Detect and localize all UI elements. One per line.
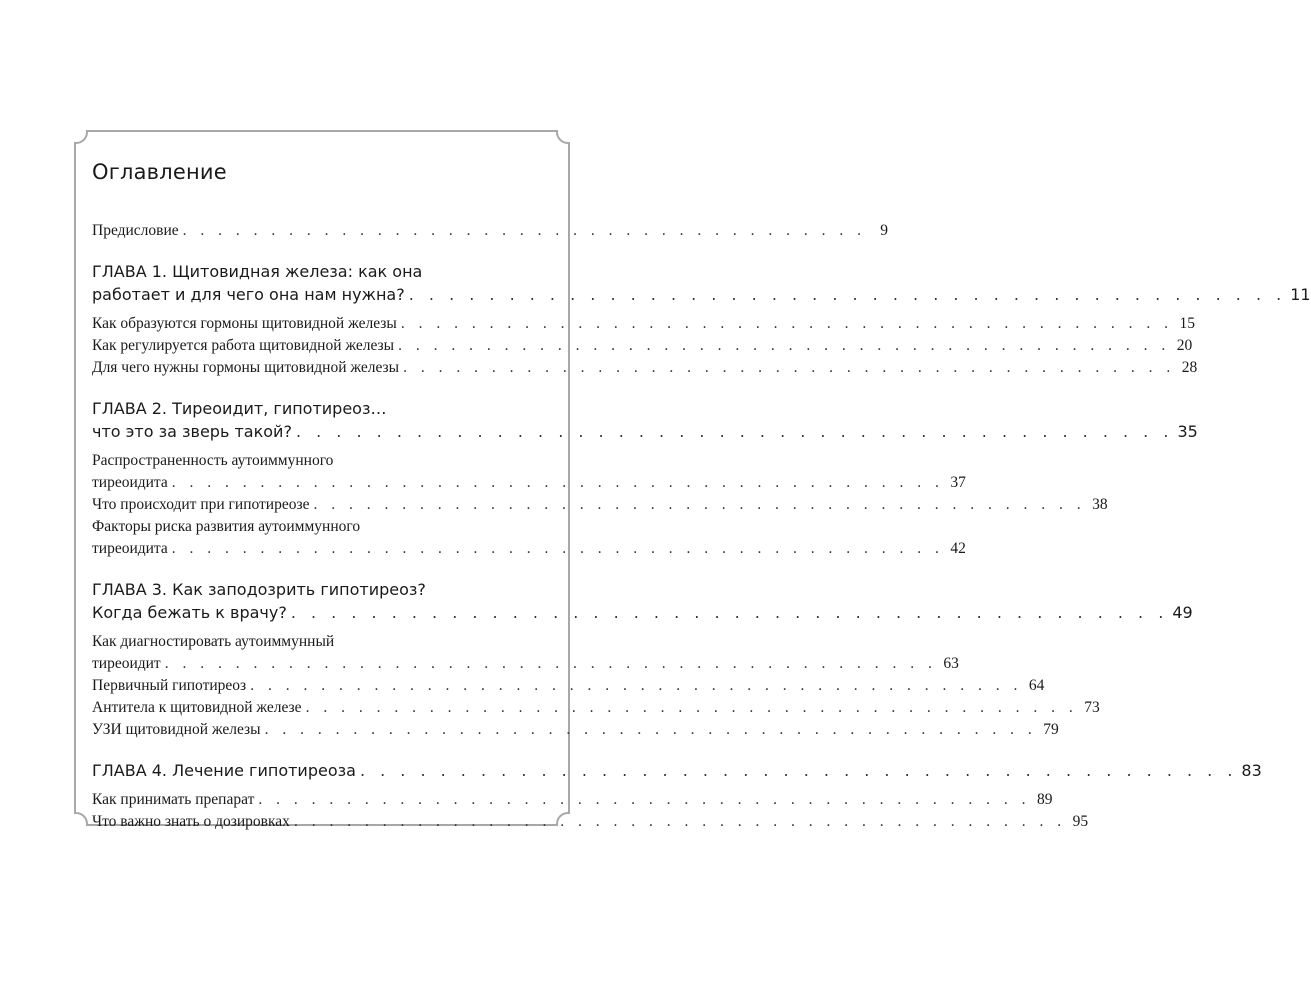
entry-title: Как регулируется работа щитовидной железы [92,337,395,354]
chapter-title-line2: работает и для чего она нам нужна? [92,285,405,304]
entry-title: Как принимать препарат [92,791,255,808]
entry-page: 37 [950,474,966,491]
leader-dots: . . . . . . . . . . . . . . . . . . . . . . . . . . . . . . . . . . . . . . . [182,222,867,239]
chapter-page: 49 [1172,603,1193,622]
chapter-page: 11 [1290,285,1311,304]
entry-page: 89 [1036,791,1053,808]
toc-chapter-4[interactable] [92,759,1262,782]
toc-entry[interactable] [92,357,1198,379]
entry-title: Как образуются гормоны щитовидной железы [92,315,397,332]
leader-dots: . . . . . . . . . . . . . . . . . . . . . . . . . . . . . . . . . . . . . . . . . . . . [164,655,937,672]
page-title: Оглавление [92,160,227,184]
chapter-title-line2: что это за зверь такой? [92,422,292,441]
toc-entry[interactable] [92,516,966,560]
chapter-title-line1: ГЛАВА 2. Тиреоидит, гипотиреоз… [92,399,387,418]
leader-dots: . . . . . . . . . . . . . . . . . . . . . . . . . . . . . . . . . . . . . . . . . . . . [295,422,1174,441]
leader-dots: . . . . . . . . . . . . . . . . . . . . . . . . . . . . . . . . . . . . . . . . . . . . [305,699,1078,716]
entry-title: Антитела к щитовидной железе [92,699,302,716]
leader-dots: . . . . . . . . . . . . . . . . . . . . . . . . . . . . . . . . . . . . . . . . . . . . [171,540,944,557]
chapter-title-line1: ГЛАВА 1. Щитовидная железа: как она [92,262,423,281]
leader-dots: . . . . . . . . . . . . . . . . . . . . . . . . . . . . . . . . . . . . . . . . . . . . [293,813,1067,830]
toc-entry[interactable] [92,631,959,675]
entry-title: Что происходит при гипотиреозе [92,496,310,513]
chapter-page: 83 [1241,761,1262,780]
leader-dots: . . . . . . . . . . . . . . . . . . . . . . . . . . . . . . . . . . . . . . . . . . . . [400,315,1173,332]
entry-title: Для чего нужны гормоны щитовидной железы [92,359,400,376]
entry-page: 15 [1179,315,1195,332]
toc-entry[interactable] [92,494,1108,516]
toc-entry[interactable] [92,450,966,494]
leader-dots: . . . . . . . . . . . . . . . . . . . . . . . . . . . . . . . . . . . . . . . . . . . . [290,603,1169,622]
toc-entry[interactable] [92,719,1059,741]
leader-dots: . . . . . . . . . . . . . . . . . . . . . . . . . . . . . . . . . . . . . . . . . . . . [264,721,1037,738]
entry-page: 42 [950,540,966,557]
entry-title: тиреоидит [92,655,161,672]
entry-page: 95 [1072,813,1089,830]
entry-title: Что важно знать о дозировках [92,813,290,830]
entry-title-line1: Как диагностировать аутоиммунный [92,633,335,650]
entry-page: 64 [1028,677,1045,694]
toc-entry[interactable] [92,675,1045,697]
entry-page: 9 [880,222,889,239]
toc-entry[interactable] [92,697,1100,719]
leader-dots: . . . . . . . . . . . . . . . . . . . . . . . . . . . . . . . . . . . . . . . . . . . . [258,791,1031,808]
leader-dots: . . . . . . . . . . . . . . . . . . . . . . . . . . . . . . . . . . . . . . . . . . . . [403,359,1176,376]
chapter-page: 35 [1177,422,1198,441]
chapter-title-line1: ГЛАВА 3. Как заподозрить гипотиреоз? [92,580,426,599]
table-of-contents [92,160,1311,833]
toc-entry[interactable] [92,313,1195,335]
entry-page: 63 [943,655,959,672]
entry-page: 20 [1176,337,1193,354]
chapter-title-line2: Когда бежать к врачу? [92,603,287,622]
entry-title: УЗИ щитовидной железы [92,721,261,738]
leader-dots: . . . . . . . . . . . . . . . . . . . . . . . . . . . . . . . . . . . . . . . . . . . . [359,761,1238,780]
entry-title: тиреоидита [92,474,168,491]
entry-page: 73 [1084,699,1100,716]
chapter-title-line2: ГЛАВА 4. Лечение гипотиреоза [92,761,356,780]
toc-entry[interactable] [92,811,1089,833]
entry-title: Первичный гипотиреоз [92,677,247,694]
leader-dots: . . . . . . . . . . . . . . . . . . . . . . . . . . . . . . . . . . . . . . . . . . . . [313,496,1086,513]
entry-page: 28 [1181,359,1198,376]
entry-page: 79 [1043,721,1059,738]
entry-title: Предисловие [92,222,179,239]
leader-dots: . . . . . . . . . . . . . . . . . . . . . . . . . . . . . . . . . . . . . . . . . . . . [398,337,1171,354]
toc-entry-preface[interactable] [92,220,889,242]
toc-entry[interactable] [92,335,1193,357]
entry-title-line1: Факторы риска развития аутоиммунного [92,518,361,535]
entry-title-line1: Распространенность аутоиммунного [92,452,334,469]
leader-dots: . . . . . . . . . . . . . . . . . . . . . . . . . . . . . . . . . . . . . . . . . . . . [171,474,944,491]
toc-chapter-2[interactable] [92,397,1198,443]
toc-chapter-1[interactable] [92,260,1311,306]
toc-chapter-3[interactable] [92,578,1193,624]
entry-page: 38 [1092,496,1108,513]
entry-title: тиреоидита [92,540,168,557]
leader-dots: . . . . . . . . . . . . . . . . . . . . . . . . . . . . . . . . . . . . . . . . . . . . [250,677,1023,694]
toc-entry[interactable] [92,789,1053,811]
leader-dots: . . . . . . . . . . . . . . . . . . . . . . . . . . . . . . . . . . . . . . . . . . . . [408,285,1287,304]
